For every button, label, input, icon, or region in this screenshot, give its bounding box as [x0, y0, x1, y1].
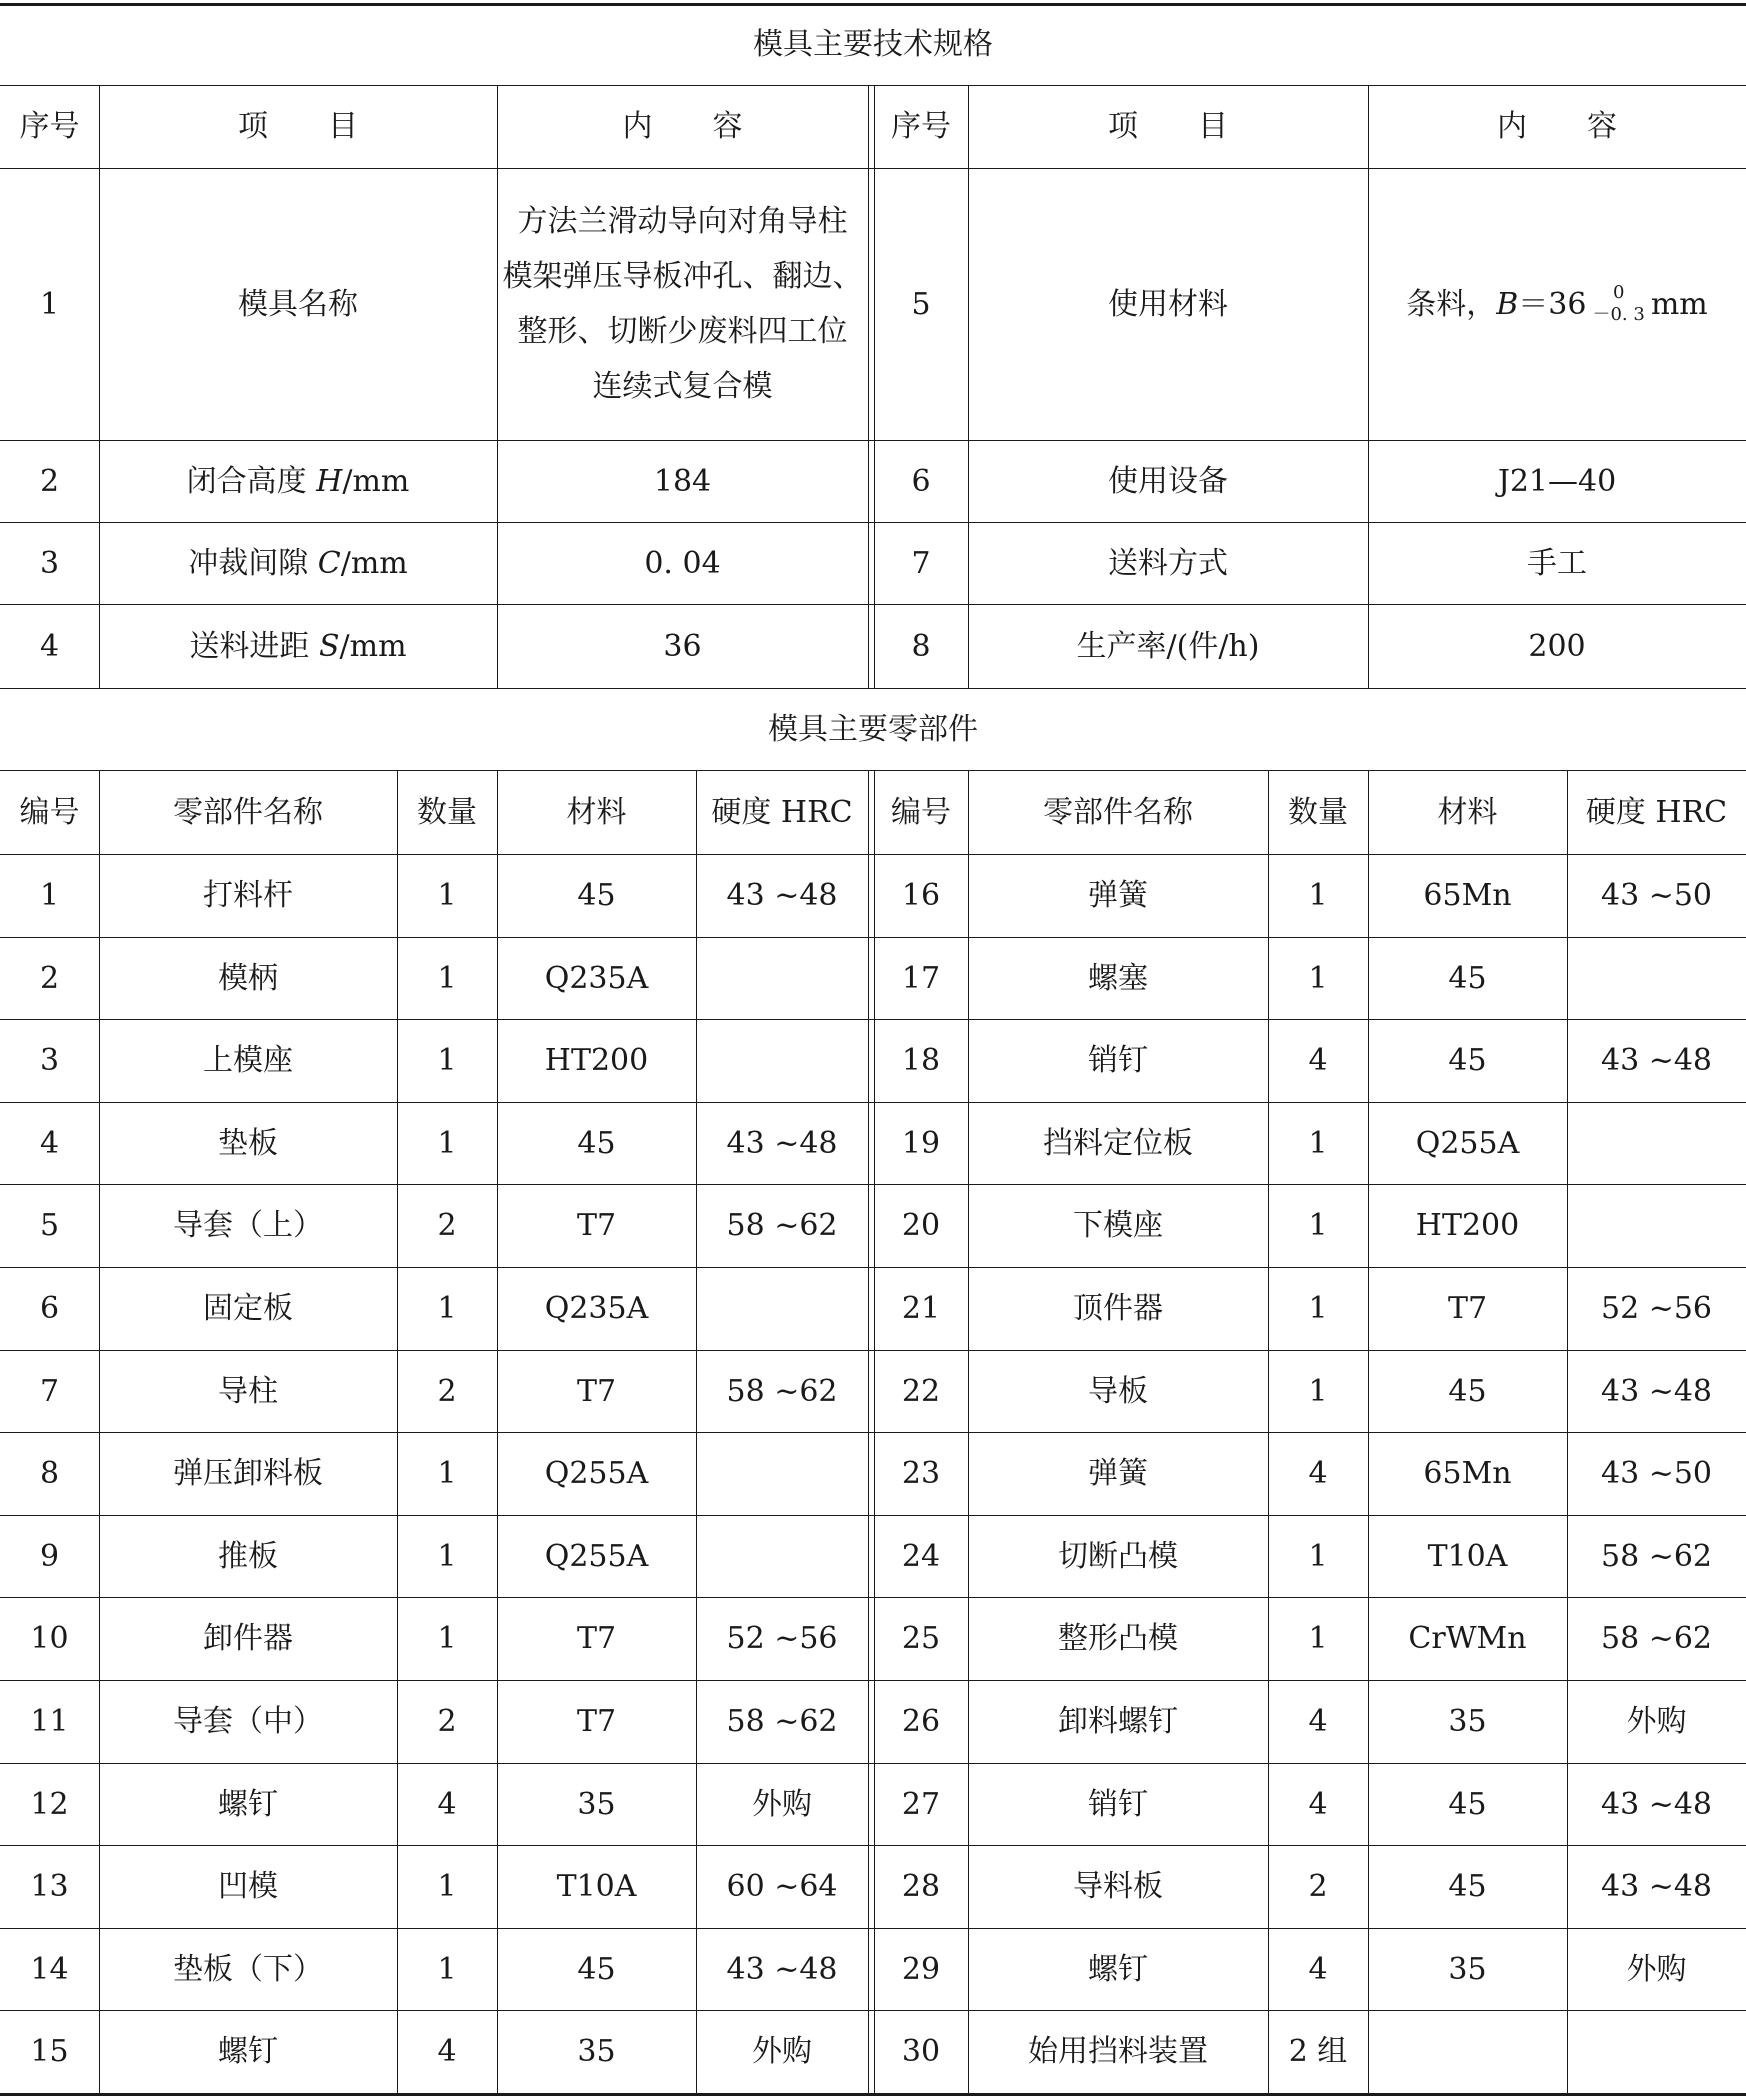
part-material-left: 35: [577, 1786, 616, 1822]
item-unit: /mm: [339, 628, 407, 664]
part-hardness-right: 43 ~48: [1600, 1043, 1713, 1078]
part-name-right: 顶件器: [1073, 1291, 1163, 1326]
part-qty-right: 1: [1308, 1373, 1328, 1409]
parts-header-0: 编号: [19, 794, 80, 830]
part-qty-right: 2: [1308, 1869, 1328, 1904]
spec-row-content: 0. 04: [644, 545, 721, 581]
part-material-right: 35: [1448, 1704, 1487, 1739]
item-unit: /mm: [342, 463, 410, 499]
part-name-left: 上模座: [203, 1043, 293, 1078]
part-hardness-left: 外购: [752, 2034, 812, 2069]
part-no-right: 29: [901, 1951, 941, 1987]
spec-row-no-2: 8: [911, 628, 931, 664]
part-no-right: 28: [901, 1869, 941, 1904]
part-no-left: 6: [39, 1291, 60, 1326]
part-qty-left: 2: [437, 1373, 457, 1409]
part-qty-right: 1: [1308, 1125, 1328, 1161]
spec-row-content-2: [1368, 168, 1746, 440]
part-no-right: 22: [901, 1373, 941, 1409]
item-label: 闭合高度: [186, 463, 317, 499]
part-hardness-left: [696, 1267, 868, 1350]
part-qty-left: 1: [437, 1869, 457, 1904]
spec-row-item: [99, 440, 497, 522]
part-name-right: 螺钉: [1088, 1951, 1148, 1987]
part-material-left: T7: [576, 1704, 617, 1739]
part-qty-left: 1: [437, 1043, 457, 1078]
part-material-right: T10A: [1427, 1538, 1508, 1574]
part-qty-left: 1: [437, 1621, 457, 1656]
part-qty-left: 4: [437, 1786, 457, 1822]
part-hardness-right: 43 ~50: [1600, 878, 1713, 913]
part-no-right: 19: [901, 1125, 941, 1161]
part-qty-right: 4: [1308, 1951, 1328, 1987]
tolerance-lower: －0. 3: [1592, 304, 1645, 325]
spec-header-4: 项 目: [1108, 109, 1228, 144]
parts-header-2: 数量: [417, 794, 477, 830]
spec-row-item: [99, 604, 497, 688]
spec-row-no: 2: [39, 463, 60, 499]
part-material-right: [1368, 2010, 1567, 2093]
part-name-left: 垫板（下）: [173, 1951, 323, 1987]
part-name-left: 模柄: [218, 960, 278, 996]
part-material-right: 45: [1448, 1373, 1487, 1409]
part-name-left: 弹压卸料板: [173, 1456, 323, 1491]
part-no-right: 30: [901, 2034, 941, 2069]
part-name-left: 垫板: [218, 1125, 278, 1161]
item-unit: /mm: [340, 545, 408, 581]
part-hardness-right: 43 ~48: [1600, 1869, 1713, 1904]
column-line: [868, 770, 869, 2094]
part-name-right: 弹簧: [1088, 878, 1148, 913]
spec-row-no: 1: [39, 286, 60, 322]
spec-row-item-2: 使用材料: [1108, 286, 1228, 322]
part-material-left: T7: [576, 1373, 617, 1409]
item-variable: S: [318, 628, 340, 664]
part-qty-right: 4: [1308, 1704, 1328, 1739]
parts-title: 模具主要零部件: [768, 711, 978, 747]
spec-header-1: 项 目: [238, 109, 358, 144]
spec-row-no-2: 6: [911, 463, 931, 499]
parts-header-8: 材料: [1437, 794, 1498, 830]
part-name-right: 挡料定位板: [1043, 1125, 1193, 1161]
part-material-right: 65Mn: [1423, 878, 1512, 913]
part-hardness-left: 43 ~48: [726, 878, 838, 913]
part-no-right: 24: [901, 1538, 941, 1574]
spec-row-item-2: 送料方式: [1108, 545, 1228, 581]
part-hardness-right: 外购: [1626, 1951, 1687, 1987]
item-variable: H: [316, 463, 343, 499]
part-material-left: 35: [577, 2034, 616, 2069]
item-label: 送料进距: [189, 628, 319, 664]
item-label: 冲裁间隙: [188, 545, 318, 581]
part-no-left: 1: [39, 878, 60, 913]
part-qty-left: 1: [437, 1951, 457, 1987]
parts-header-1: 零部件名称: [173, 794, 323, 830]
part-hardness-left: 58 ~62: [726, 1208, 838, 1243]
spec-title: 模具主要技术规格: [753, 26, 993, 62]
part-name-right: 销钉: [1088, 1043, 1148, 1078]
part-name-right: 整形凸模: [1058, 1621, 1178, 1656]
part-qty-right: 1: [1308, 878, 1328, 913]
part-qty-left: 2: [437, 1208, 457, 1243]
part-hardness-left: 43 ~48: [726, 1125, 838, 1161]
tolerance-upper: 0: [1612, 282, 1625, 303]
part-material-right: 45: [1448, 1786, 1487, 1822]
parts-header-9: 硬度 HRC: [1585, 794, 1728, 830]
part-name-right: 导板: [1088, 1373, 1148, 1409]
spec-row-content-2: J21—40: [1497, 463, 1617, 499]
part-qty-right: 4: [1308, 1786, 1328, 1822]
content-line: 模架弹压导板冲孔、翻边、: [502, 259, 863, 294]
part-material-left: Q255A: [544, 1456, 649, 1491]
material-variable: B: [1496, 286, 1519, 322]
rule-line: [0, 2093, 1746, 2096]
spec-row-item-2: 生产率/(件/h): [1076, 628, 1260, 664]
part-name-right: 导料板: [1073, 1869, 1163, 1904]
part-name-right: 卸料螺钉: [1058, 1704, 1178, 1739]
part-no-left: 10: [30, 1621, 69, 1656]
part-no-left: 15: [30, 2034, 69, 2069]
material-unit: mm: [1650, 286, 1708, 322]
spec-row-content-2: 200: [1528, 628, 1586, 664]
parts-header-3: 材料: [566, 794, 627, 830]
part-material-right: 65Mn: [1423, 1456, 1512, 1491]
parts-header-5: 编号: [891, 794, 951, 830]
part-qty-left: 2: [437, 1704, 457, 1739]
tolerance: [1592, 282, 1644, 326]
part-qty-right: 2 组: [1288, 2034, 1348, 2069]
part-material-right: CrWMn: [1408, 1621, 1527, 1656]
spec-row-no: 4: [39, 628, 60, 664]
part-name-left: 螺钉: [218, 1786, 278, 1822]
part-no-left: 5: [39, 1208, 60, 1243]
part-qty-left: 1: [437, 878, 457, 913]
part-material-left: T7: [576, 1208, 617, 1243]
part-name-right: 始用挡料装置: [1028, 2034, 1208, 2069]
part-hardness-right: 43 ~48: [1600, 1786, 1713, 1822]
part-hardness-right: 外购: [1626, 1704, 1687, 1739]
spec-header-5: 内 容: [1497, 109, 1617, 144]
part-hardness-left: [696, 937, 868, 1019]
part-no-left: 13: [30, 1869, 69, 1904]
part-name-left: 导套（中）: [173, 1704, 323, 1739]
material-prefix: 条料，: [1406, 286, 1497, 322]
part-qty-right: 4: [1308, 1043, 1328, 1078]
content-line: 整形、切断少废料四工位: [517, 314, 848, 349]
part-material-left: 45: [577, 1951, 616, 1987]
part-no-left: 8: [39, 1456, 60, 1491]
part-qty-right: 1: [1308, 1538, 1328, 1574]
part-name-left: 卸件器: [203, 1621, 293, 1656]
part-no-left: 12: [30, 1786, 69, 1822]
part-material-left: Q235A: [544, 1291, 649, 1326]
spec-row-no-2: 5: [911, 286, 931, 322]
part-no-right: 18: [901, 1043, 941, 1078]
spec-header-2: 内 容: [622, 109, 743, 144]
part-no-left: 2: [39, 960, 60, 996]
part-name-left: 凹模: [218, 1869, 278, 1904]
parts-header-6: 零部件名称: [1043, 794, 1193, 830]
spec-header-3: 序号: [891, 109, 951, 144]
item-variable: C: [317, 545, 341, 581]
parts-header-7: 数量: [1288, 794, 1348, 830]
part-qty-left: 1: [437, 1456, 457, 1491]
part-hardness-left: 52 ~56: [726, 1621, 838, 1656]
part-name-right: 螺塞: [1088, 960, 1148, 996]
part-hardness-right: [1567, 937, 1746, 1019]
part-qty-left: 1: [437, 1291, 457, 1326]
part-qty-left: 4: [437, 2034, 457, 2069]
part-hardness-left: [696, 1515, 868, 1597]
part-material-left: Q235A: [544, 960, 649, 996]
part-name-left: 推板: [218, 1538, 278, 1574]
spec-row-item: 模具名称: [238, 286, 358, 322]
part-no-left: 9: [39, 1538, 60, 1574]
part-no-right: 17: [901, 960, 941, 996]
part-material-right: T7: [1447, 1291, 1488, 1326]
part-no-right: 27: [901, 1786, 941, 1822]
part-hardness-left: 58 ~62: [726, 1704, 838, 1739]
part-name-right: 销钉: [1088, 1786, 1148, 1822]
part-hardness-left: 43 ~48: [726, 1951, 838, 1987]
part-material-left: T10A: [556, 1869, 637, 1904]
spec-row-item-2: 使用设备: [1108, 463, 1228, 499]
part-no-left: 4: [39, 1125, 60, 1161]
part-hardness-left: 58 ~62: [726, 1373, 838, 1409]
part-material-right: 45: [1448, 960, 1487, 996]
part-no-left: 7: [39, 1373, 60, 1409]
part-name-right: 下模座: [1073, 1208, 1163, 1243]
part-no-left: 3: [39, 1043, 60, 1078]
part-qty-right: 1: [1308, 1291, 1328, 1326]
part-material-left: HT200: [544, 1043, 649, 1078]
part-no-right: 23: [901, 1456, 941, 1491]
part-name-right: 弹簧: [1088, 1456, 1148, 1491]
part-qty-left: 1: [437, 1538, 457, 1574]
spec-row-item: [99, 522, 497, 604]
part-hardness-right: [1567, 1102, 1746, 1184]
part-qty-left: 1: [437, 1125, 457, 1161]
column-line: [868, 85, 869, 688]
part-material-left: T7: [576, 1621, 617, 1656]
part-no-right: 20: [901, 1208, 941, 1243]
part-material-left: 45: [577, 878, 616, 913]
part-name-right: 切断凸模: [1058, 1538, 1178, 1574]
part-hardness-right: 43 ~50: [1600, 1456, 1713, 1491]
part-material-right: 35: [1448, 1951, 1487, 1987]
part-qty-right: 1: [1308, 1208, 1328, 1243]
part-qty-left: 1: [437, 960, 457, 996]
part-hardness-left: 外购: [752, 1786, 812, 1822]
part-hardness-left: [696, 1432, 868, 1515]
part-no-right: 21: [901, 1291, 941, 1326]
material-nominal: ＝36: [1518, 286, 1587, 322]
part-material-right: HT200: [1415, 1208, 1520, 1243]
spec-row-content: [497, 168, 868, 440]
part-material-left: 45: [577, 1125, 616, 1161]
part-hardness-left: 60 ~64: [726, 1869, 838, 1904]
part-name-left: 固定板: [203, 1291, 293, 1326]
content-line: 连续式复合模: [592, 369, 773, 404]
spec-row-content: 36: [663, 628, 702, 664]
part-hardness-right: 58 ~62: [1600, 1538, 1713, 1574]
part-hardness-right: 52 ~56: [1600, 1291, 1713, 1326]
part-no-right: 26: [901, 1704, 941, 1739]
spec-row-content-2: 手工: [1527, 545, 1587, 581]
part-no-left: 11: [30, 1704, 69, 1739]
content-line: 方法兰滑动导向对角导柱: [517, 204, 848, 239]
part-name-left: 打料杆: [203, 878, 293, 913]
part-qty-right: 1: [1308, 1621, 1328, 1656]
part-name-left: 导柱: [218, 1373, 278, 1409]
spec-header-0: 序号: [19, 109, 80, 144]
part-qty-right: 1: [1308, 960, 1328, 996]
part-hardness-right: 58 ~62: [1600, 1621, 1713, 1656]
spec-row-content: 184: [653, 463, 712, 499]
part-hardness-right: [1567, 2010, 1746, 2093]
part-hardness-right: [1567, 1184, 1746, 1267]
part-material-right: 45: [1448, 1869, 1487, 1904]
part-no-left: 14: [30, 1951, 69, 1987]
spec-row-no-2: 7: [911, 545, 931, 581]
part-material-left: Q255A: [544, 1538, 649, 1574]
parts-header-4: 硬度 HRC: [711, 794, 853, 830]
part-no-right: 25: [901, 1621, 941, 1656]
part-hardness-left: [696, 1019, 868, 1102]
part-no-right: 16: [901, 878, 941, 913]
part-qty-right: 4: [1308, 1456, 1328, 1491]
spec-row-no: 3: [39, 545, 60, 581]
part-material-right: Q255A: [1415, 1125, 1520, 1161]
part-name-left: 螺钉: [218, 2034, 278, 2069]
part-material-right: 45: [1448, 1043, 1487, 1078]
part-hardness-right: 43 ~48: [1600, 1373, 1713, 1409]
part-name-left: 导套（上）: [173, 1208, 323, 1243]
